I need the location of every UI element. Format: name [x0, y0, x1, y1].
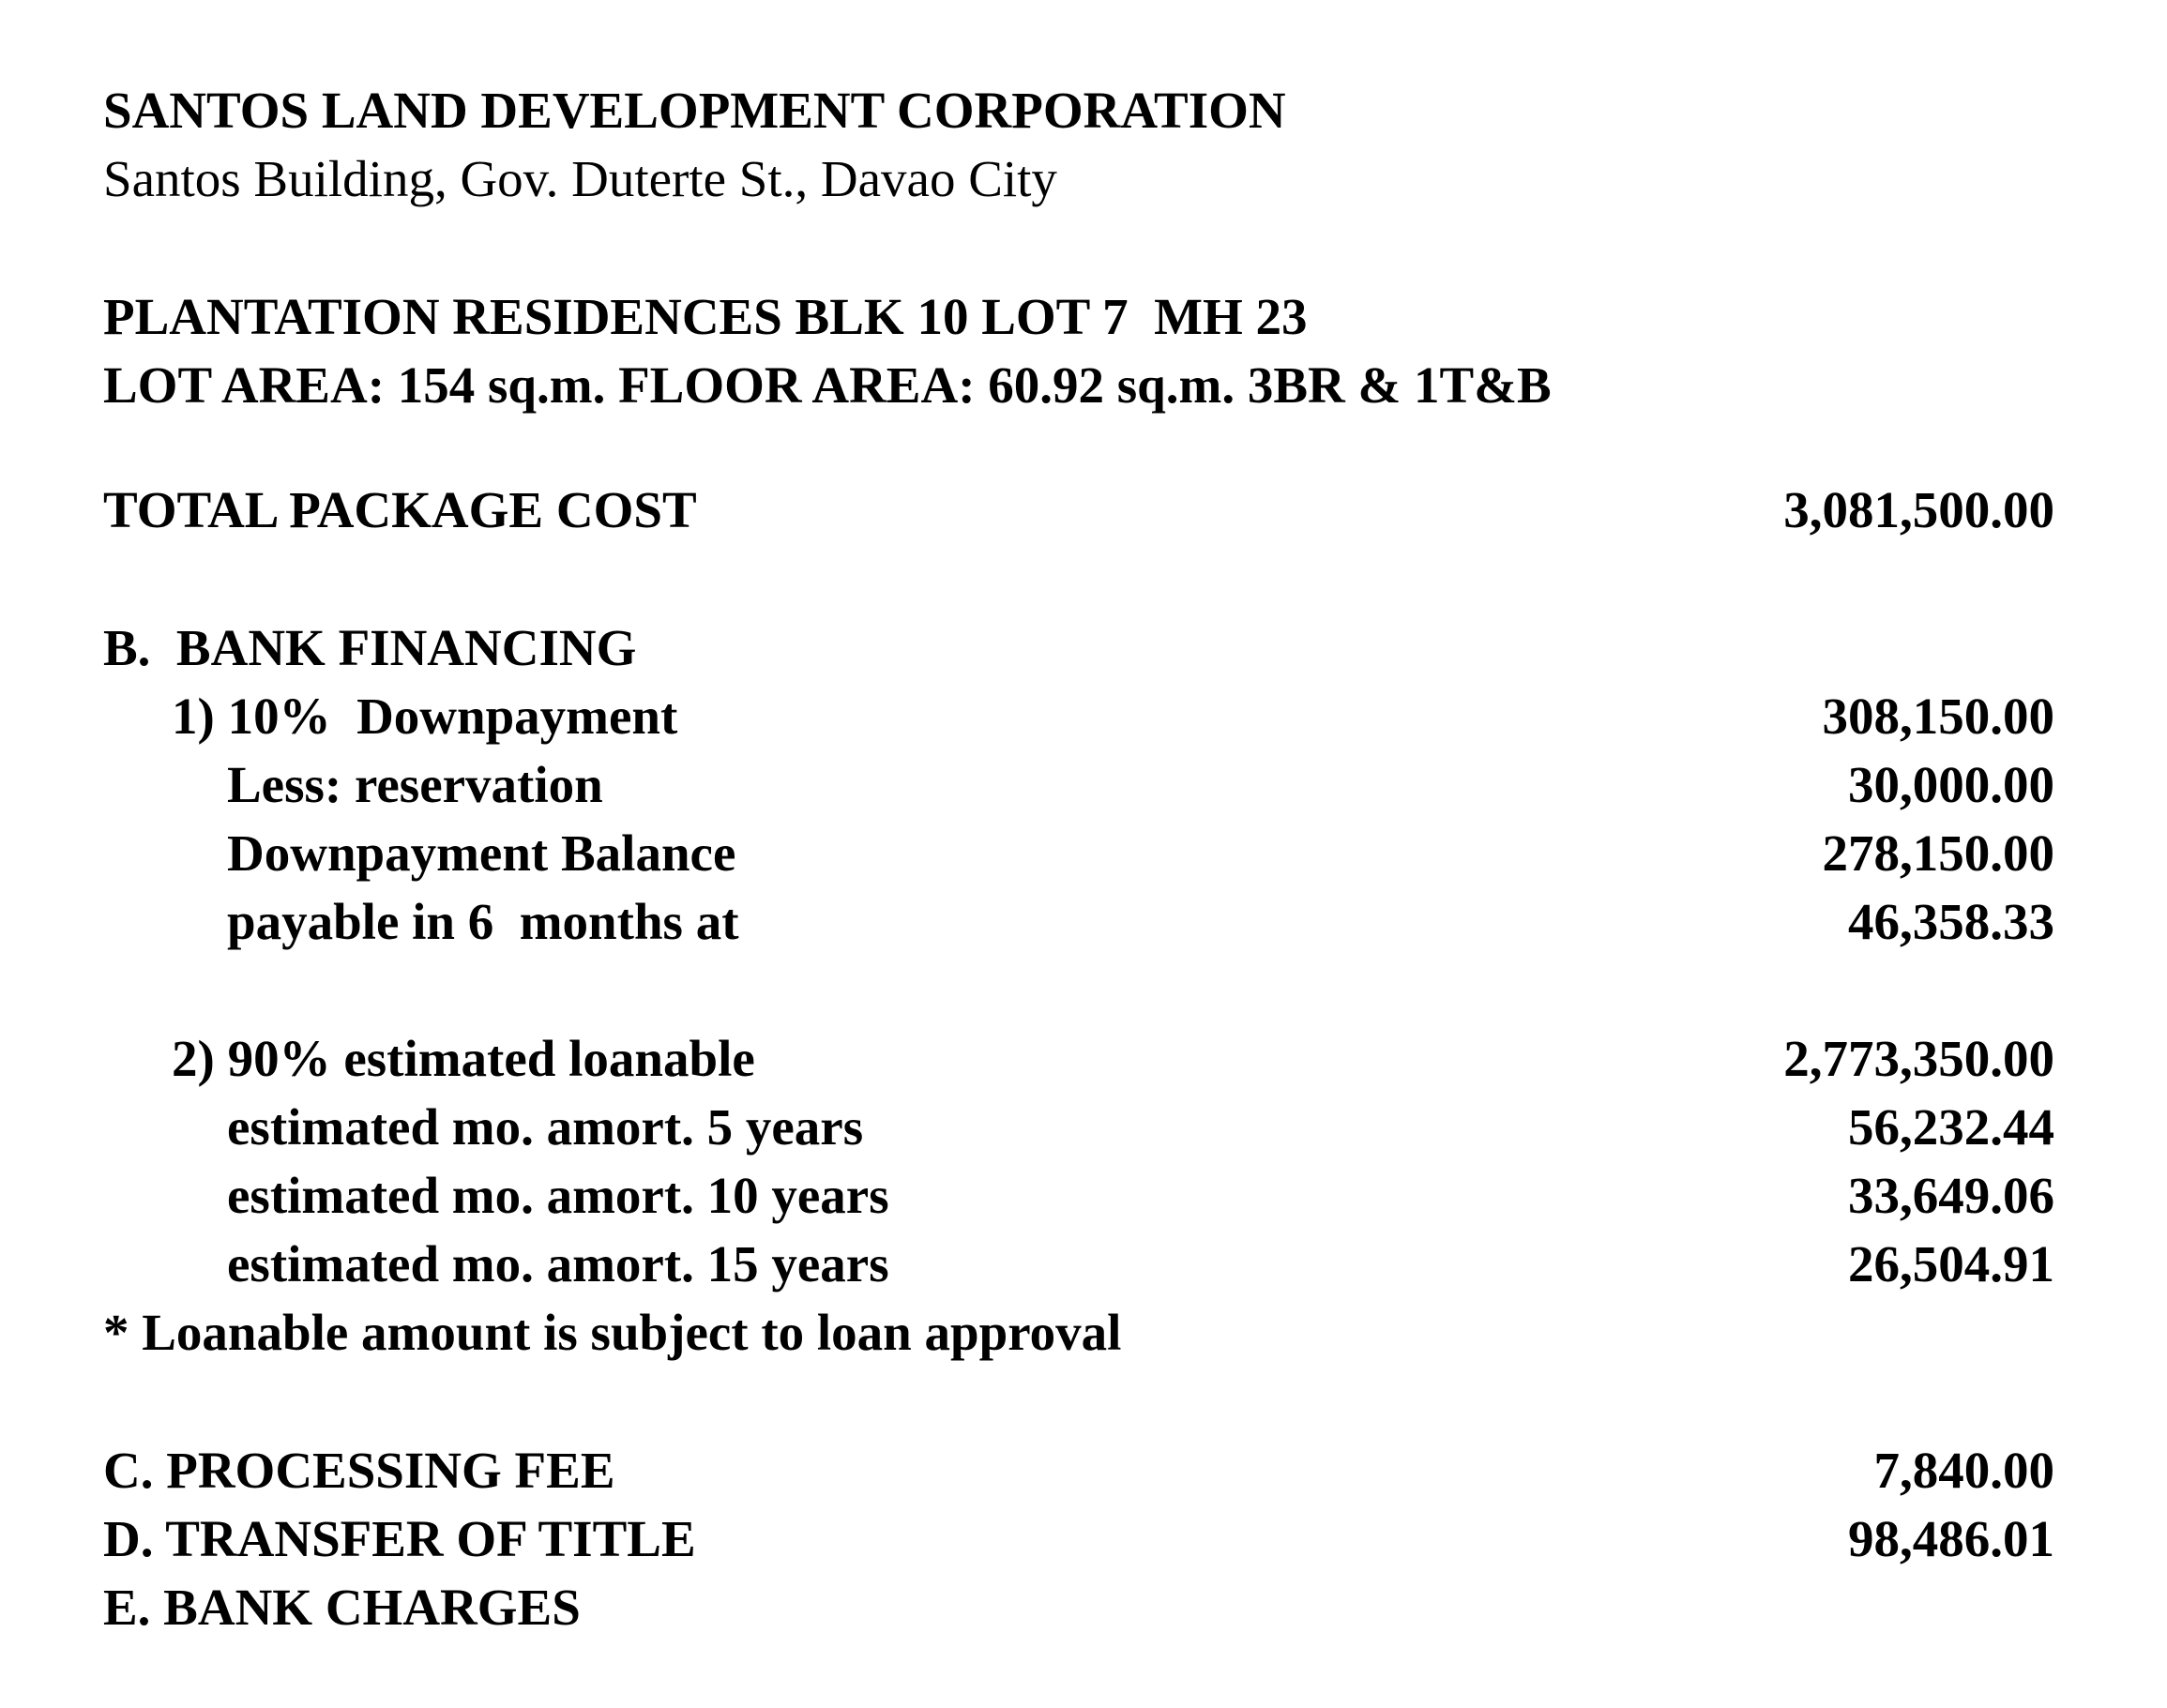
- downpayment-amount: 308,150.00: [1822, 688, 2054, 745]
- monthly-payment-row: [103, 888, 2054, 956]
- monthly-payment-label: payable in 6 months at: [227, 893, 739, 950]
- downpayment-row: [103, 683, 2054, 750]
- transfer-title-amount: 98,486.01: [1848, 1510, 2054, 1567]
- transfer-title-label: D. TRANSFER OF TITLE: [103, 1510, 696, 1567]
- bank-financing-heading-row: [103, 614, 2054, 682]
- amort-10-years-row: [103, 1162, 2054, 1230]
- loan-approval-note-row: [103, 1299, 2054, 1367]
- reservation-row: [103, 751, 2054, 819]
- reservation-amount: 30,000.00: [1848, 756, 2054, 813]
- downpayment-label: 1) 10% Downpayment: [172, 688, 678, 745]
- company-name-row: [103, 77, 2054, 144]
- processing-fee-label: C. PROCESSING FEE: [103, 1442, 615, 1499]
- company-name: SANTOS LAND DEVELOPMENT CORPORATION: [103, 82, 1286, 139]
- amort-5-years-amount: 56,232.44: [1848, 1098, 2054, 1156]
- amort-15-years-label: estimated mo. amort. 15 years: [227, 1235, 889, 1292]
- loanable-row: [103, 1025, 2054, 1093]
- processing-fee-amount: 7,840.00: [1873, 1442, 2054, 1499]
- bank-charges-label: E. BANK CHARGES: [103, 1579, 581, 1636]
- downpayment-balance-row: [103, 820, 2054, 887]
- downpayment-balance-label: Downpayment Balance: [227, 824, 736, 882]
- loanable-label: 2) 90% estimated loanable: [172, 1030, 755, 1087]
- total-package-row: [103, 476, 2054, 544]
- amort-15-years-amount: 26,504.91: [1848, 1235, 2054, 1292]
- downpayment-balance-amount: 278,150.00: [1822, 824, 2054, 882]
- reservation-label: Less: reservation: [227, 756, 603, 813]
- property-details: LOT AREA: 154 sq.m. FLOOR AREA: 60.92 sq.m. 3BR & 1T&B: [103, 356, 1552, 414]
- loan-approval-note: * Loanable amount is subject to loan approval: [103, 1304, 1122, 1361]
- company-address-row: [103, 145, 2054, 213]
- bank-charges-row: [103, 1574, 2054, 1641]
- amort-15-years-row: [103, 1231, 2054, 1298]
- property-details-row: [103, 352, 2054, 419]
- property-title-row: [103, 283, 2054, 351]
- bank-financing-heading: B. BANK FINANCING: [103, 619, 637, 676]
- transfer-title-row: [103, 1505, 2054, 1573]
- company-address: Santos Building, Gov. Duterte St., Davao City: [103, 150, 1057, 207]
- amort-5-years-label: estimated mo. amort. 5 years: [227, 1098, 864, 1156]
- loanable-amount: 2,773,350.00: [1783, 1030, 2054, 1087]
- amort-5-years-row: [103, 1094, 2054, 1161]
- total-package-label: TOTAL PACKAGE COST: [103, 481, 697, 538]
- processing-fee-row: [103, 1437, 2054, 1504]
- monthly-payment-amount: 46,358.33: [1848, 893, 2054, 950]
- price-computation-document: [103, 0, 2054, 1708]
- total-package-amount: 3,081,500.00: [1783, 481, 2054, 538]
- amort-10-years-label: estimated mo. amort. 10 years: [227, 1167, 889, 1224]
- amort-10-years-amount: 33,649.06: [1848, 1167, 2054, 1224]
- property-title: PLANTATION RESIDENCES BLK 10 LOT 7 MH 23: [103, 288, 1308, 345]
